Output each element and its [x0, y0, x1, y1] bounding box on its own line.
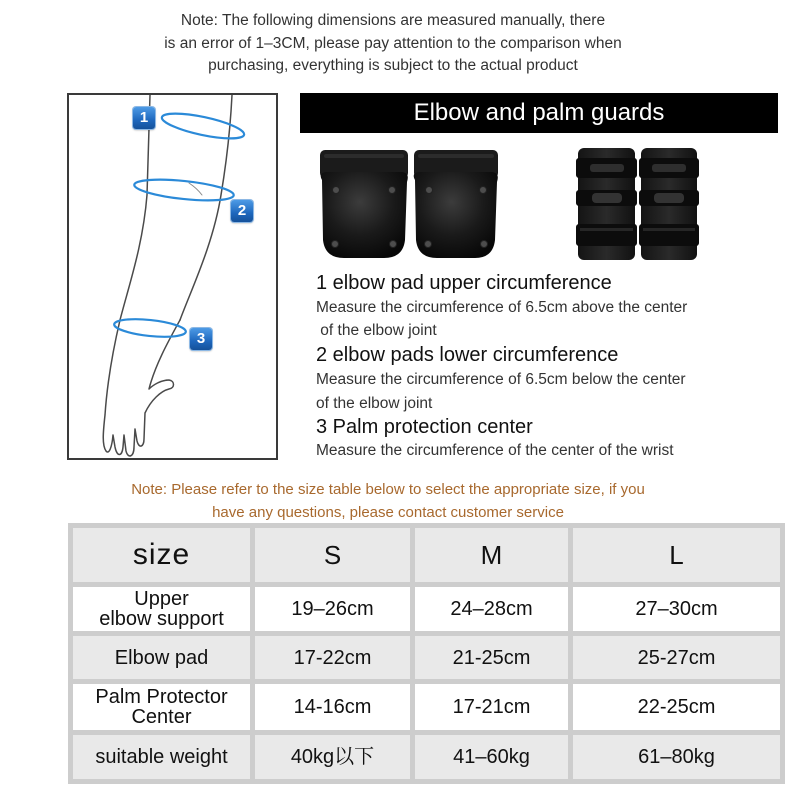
- marker-1-badge: 1: [133, 107, 155, 129]
- note-line: is an error of 1–3CM, please pay attention to the comparison when: [164, 34, 622, 52]
- marker-3-badge: 3: [190, 328, 212, 350]
- row-label-line: Elbow pad: [114, 646, 209, 669]
- wrist-guard-image-right: [639, 148, 699, 260]
- table-row-label: [73, 636, 250, 679]
- size-table: [68, 523, 785, 784]
- table-header-l: L: [573, 528, 780, 582]
- table-cell: 61–80kg: [573, 735, 780, 779]
- table-cell: 24–28cm: [415, 587, 568, 631]
- marker-2-badge: 2: [231, 200, 253, 222]
- elbow-pad-image-right: [414, 150, 498, 258]
- measurement-description: Measure the circumference of 6.5cm below the center: [316, 371, 686, 388]
- arm-measurement-illustration: [67, 93, 278, 460]
- arm-outline-right: [180, 95, 232, 320]
- measurement-title-2: 2 elbow pads lower circumference: [316, 344, 619, 366]
- product-images: [300, 140, 778, 265]
- size-note-line: Note: Please refer to the size table below to select the appropriate size, if you: [131, 481, 645, 498]
- row-label-line: suitable weight: [95, 746, 228, 768]
- row-label-line: elbow support: [99, 608, 224, 630]
- note-line: purchasing, everything is subject to the actual product: [208, 57, 578, 74]
- size-note-line: have any questions, please contact customer service: [212, 504, 564, 521]
- table-header-m: M: [415, 528, 568, 582]
- table-cell: 27–30cm: [573, 587, 780, 631]
- section-header-title: Elbow and palm guards: [413, 99, 665, 126]
- table-header-size: size: [73, 528, 250, 582]
- size-table-note: [0, 478, 776, 524]
- section-header: [300, 93, 778, 133]
- table-cell: 19–26cm: [255, 587, 410, 631]
- table-cell: 40kg以下: [255, 735, 410, 779]
- table-cell: 41–60kg: [415, 735, 568, 779]
- row-label-line: Palm Protector: [95, 686, 228, 708]
- table-header-s: S: [255, 528, 410, 582]
- table-row-label: [73, 735, 250, 779]
- measurement-description: Measure the circumference of 6.5cm above the center: [316, 299, 688, 316]
- measurement-description: Measure the circumference of the center of the wrist: [316, 442, 674, 459]
- elbow-pad-image-left: [320, 150, 408, 258]
- measure-ring-upper: [160, 108, 246, 143]
- table-cell: 22-25cm: [573, 684, 780, 730]
- measurement-title-1: 1 elbow pad upper circumference: [316, 272, 612, 294]
- table-cell: 14-16cm: [255, 684, 410, 730]
- arm-illustration-svg: [69, 95, 276, 458]
- table-row-label: [73, 587, 250, 631]
- table-cell: 17-22cm: [255, 636, 410, 679]
- note-line: Note: The following dimensions are measured manually, there: [180, 12, 606, 29]
- table-row-label: [73, 684, 250, 730]
- row-label-line: Center: [131, 706, 192, 728]
- measure-ring-lower: [133, 176, 234, 204]
- hand-outline: [103, 320, 180, 456]
- measurement-description: of the elbow joint: [316, 395, 433, 412]
- table-cell: 25-27cm: [573, 636, 780, 679]
- table-cell: 21-25cm: [415, 636, 568, 679]
- measurement-note: [0, 10, 786, 78]
- row-label-line: Upper: [134, 588, 189, 610]
- elbow-crease: [189, 183, 202, 195]
- measurement-title-3: 3 Palm protection center: [316, 416, 533, 438]
- measurement-description: of the elbow joint: [316, 322, 437, 339]
- wrist-guard-image-left: [576, 148, 637, 260]
- table-cell: 17-21cm: [415, 684, 568, 730]
